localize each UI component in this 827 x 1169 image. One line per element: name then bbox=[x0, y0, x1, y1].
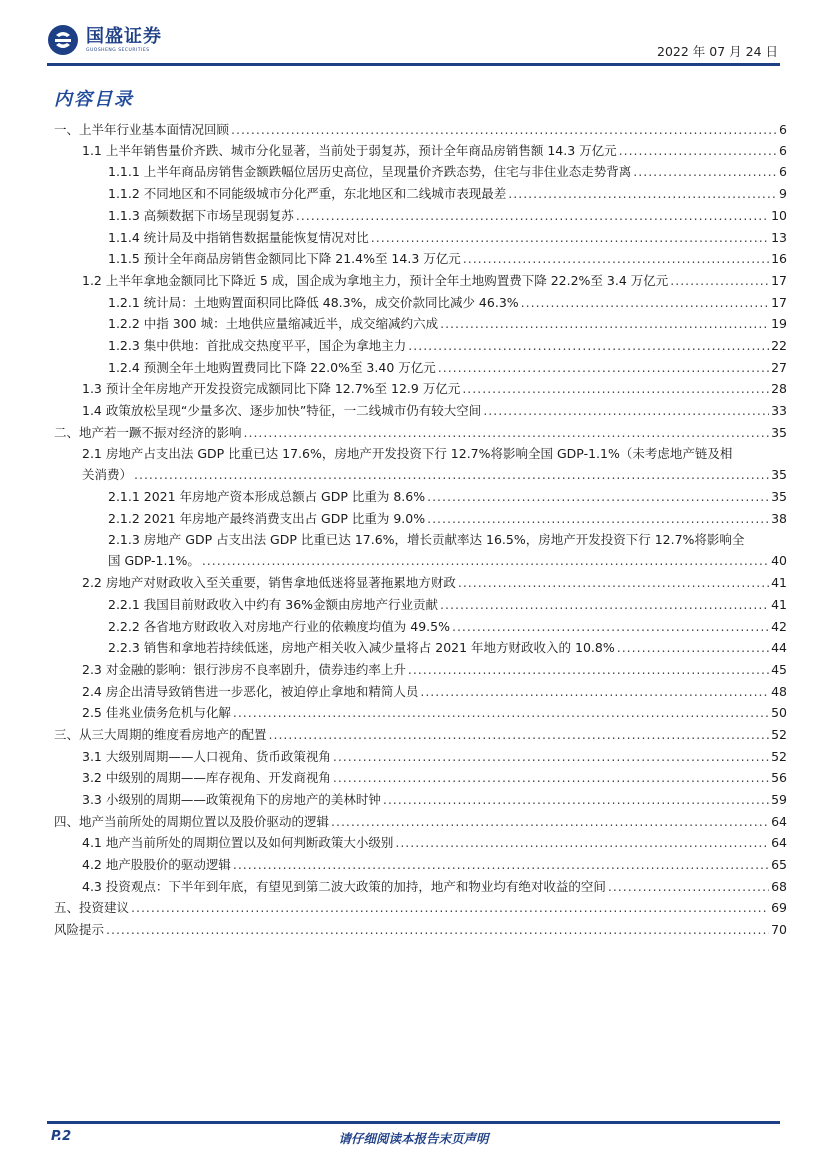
toc-entry[interactable]: 2.3 对金融的影响：银行涉房不良率剧升，债券违约率上升 ..... 45 bbox=[82, 662, 787, 678]
toc-entry[interactable]: 风险提示 ..... 70 bbox=[54, 922, 787, 938]
toc-entry[interactable]: 2.1.3 房地产 GDP 占支出法 GDP 比重已达 17.6%，增长贡献率达 16.5%，房地产开发投资下行 12.7%将影响全 国 GDP-1.1%。 ..... 40 bbox=[108, 532, 787, 569]
toc-entry[interactable]: 1.1.2 不同地区和不同能级城市分化严重，东北地区和二线城市表现最差 ..... 9 bbox=[108, 186, 787, 202]
header-divider bbox=[47, 63, 780, 66]
footer-divider bbox=[47, 1121, 780, 1124]
toc-entry[interactable]: 1.2.4 预测全年土地购置费同比下降 22.0%至 3.40 万亿元 ..... 27 bbox=[108, 360, 787, 376]
toc-entry[interactable]: 二、地产若一蹶不振对经济的影响 ..... 35 bbox=[54, 425, 787, 441]
toc-entry[interactable]: 四、地产当前所处的周期位置以及股价驱动的逻辑 ..... 64 bbox=[54, 814, 787, 830]
toc-entry[interactable]: 1.2 上半年拿地金额同比下降近 5 成，国企成为拿地主力，预计全年土地购置费下降 22.2%至 3.4 万亿元 ..... 17 bbox=[82, 273, 787, 289]
toc-entry[interactable]: 2.1.1 2021 年房地产资本形成总额占 GDP 比重为 8.6% ..... 35 bbox=[108, 489, 787, 505]
toc-entry[interactable]: 2.4 房企出清导致销售进一步恶化，被迫停止拿地和精简人员 ..... 48 bbox=[82, 684, 787, 700]
toc-entry[interactable]: 1.1.5 预计全年商品房销售金额同比下降 21.4%至 14.3 万亿元 ..... 16 bbox=[108, 251, 787, 267]
page-number: P.2 bbox=[51, 1129, 72, 1144]
brand-subtitle: GUOSHENG SECURITIES bbox=[86, 47, 150, 53]
toc-entry[interactable]: 1.4 政策放松呈现“少量多次、逐步加快”特征，一二线城市仍有较大空间 ..... 33 bbox=[82, 403, 787, 419]
toc-entry[interactable]: 2.1.2 2021 年房地产最终消费支出占 GDP 比重为 9.0% ..... 38 bbox=[108, 511, 787, 527]
toc-entry[interactable]: 2.1 房地产占支出法 GDP 比重已达 17.6%，房地产开发投资下行 12.7%将影响全国 GDP-1.1%（未考虑地产链及相 关消费） ..... 35 bbox=[82, 446, 787, 483]
toc-entry[interactable]: 2.5 佳兆业债务危机与化解 ..... 50 bbox=[82, 705, 787, 721]
brand-name: 国盛证券 bbox=[86, 25, 162, 47]
toc-entry[interactable]: 4.1 地产当前所处的周期位置以及如何判断政策大小级别 ..... 64 bbox=[82, 835, 787, 851]
toc-entry[interactable]: 1.2.3 集中供地：首批成交热度平平，国企为拿地主力 ..... 22 bbox=[108, 338, 787, 354]
toc-entry[interactable]: 4.3 投资观点：下半年到年底，有望见到第二波大政策的加持，地产和物业均有绝对收益的空间 ..... 68 bbox=[82, 879, 787, 895]
toc-entry[interactable]: 1.1.4 统计局及中指销售数据量能恢复情况对比 ..... 13 bbox=[108, 230, 787, 246]
footer-disclaimer: 请仔细阅读本报告末页声明 bbox=[338, 1131, 489, 1146]
toc-entry[interactable]: 1.1 上半年销售量价齐跌、城市分化显著，当前处于弱复苏，预计全年商品房销售额 14.3 万亿元 ..... 6 bbox=[82, 143, 787, 159]
toc-entry[interactable]: 三、从三大周期的维度看房地产的配置 ..... 52 bbox=[54, 727, 787, 743]
guosheng-logo-icon bbox=[47, 24, 79, 56]
page-header bbox=[47, 22, 780, 64]
toc-entry[interactable]: 1.3 预计全年房地产开发投资完成额同比下降 12.7%至 12.9 万亿元 ..... 28 bbox=[82, 381, 787, 397]
toc-entry[interactable]: 3.1 大级别周期——人口视角、货币政策视角 ..... 52 bbox=[82, 749, 787, 765]
toc-entry[interactable]: 4.2 地产股股价的驱动逻辑 ..... 65 bbox=[82, 857, 787, 873]
toc-entry[interactable]: 2.2 房地产对财政收入至关重要，销售拿地低迷将显著拖累地方财政 ..... 41 bbox=[82, 575, 787, 591]
toc-entry[interactable]: 2.2.3 销售和拿地若持续低迷，房地产相关收入减少量将占 2021 年地方财政收入的 10.8% ..... 44 bbox=[108, 640, 787, 656]
toc-entry[interactable]: 1.1.3 高频数据下市场呈现弱复苏 ..... 10 bbox=[108, 208, 787, 224]
toc-entry[interactable]: 1.2.2 中指 300 城：土地供应量缩减近半，成交缩减约六成 ..... 19 bbox=[108, 316, 787, 332]
toc-entry[interactable]: 3.3 小级别的周期——政策视角下的房地产的美林时钟 ..... 59 bbox=[82, 792, 787, 808]
toc-entry[interactable]: 2.2.2 各省地方财政收入对房地产行业的依赖度均值为 49.5% ..... 42 bbox=[108, 619, 787, 635]
toc-entry[interactable]: 1.2.1 统计局：土地购置面积同比降低 48.3%，成交价款同比减少 46.3% ..... 17 bbox=[108, 295, 787, 311]
toc-entry[interactable]: 1.1.1 上半年商品房销售金额跌幅位居历史高位，呈现量价齐跌态势，住宅与非住业态走势背离 ..... 6 bbox=[108, 164, 787, 180]
toc-entry[interactable]: 3.2 中级别的周期——库存视角、开发商视角 ..... 56 bbox=[82, 770, 787, 786]
report-date: 2022 年 07 月 24 日 bbox=[657, 44, 778, 59]
toc-entry[interactable]: 一、上半年行业基本面情况回顾 ..... 6 bbox=[54, 122, 787, 138]
toc-title: 内容目录 bbox=[54, 89, 134, 110]
toc-entry[interactable]: 2.2.1 我国目前财政收入中约有 36%金额由房地产行业贡献 ..... 41 bbox=[108, 597, 787, 613]
toc-entry[interactable]: 五、投资建议 ..... 69 bbox=[54, 900, 787, 916]
company-logo bbox=[47, 24, 162, 56]
